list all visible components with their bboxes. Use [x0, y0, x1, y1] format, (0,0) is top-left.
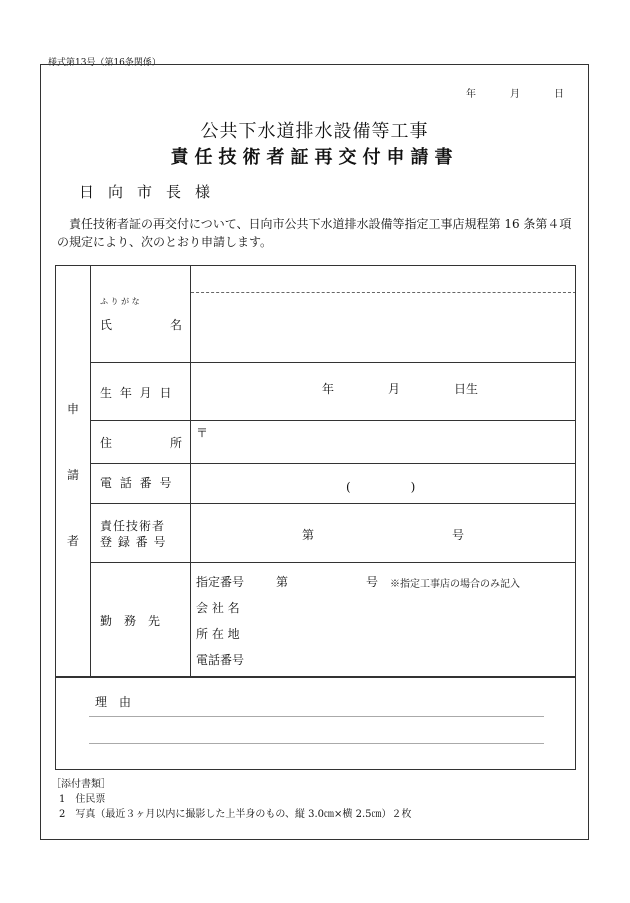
address-field[interactable] [212, 424, 572, 460]
name-label-2: 名 [170, 318, 183, 332]
location-label: 所 在 地 [196, 627, 240, 641]
date-day-label: 日 [554, 89, 564, 100]
engineer-number-prefix: 第 [302, 528, 315, 542]
applicant-char-1: 申 [67, 402, 80, 416]
date-year-label: 年 [466, 89, 476, 100]
applicant-char-2: 請 [67, 468, 80, 482]
designation-note: ※指定工事店の場合のみ記入 [390, 579, 520, 590]
application-table [55, 265, 576, 677]
engineer-label-2: 登 録 番 号 [100, 535, 167, 549]
date-month-label: 月 [510, 89, 520, 100]
title-line-2: 責任技術者証再交付申請書 [170, 147, 459, 168]
intro-text: 責任技術者証の再交付について、日向市公共下水道排水設備等指定工事店規程第 16 条第４項の規定により、次のとおり申請します。 [57, 217, 572, 249]
birth-year-label: 年 [322, 382, 335, 396]
form-number-label: 様式第13号（第16条関係） [48, 58, 161, 68]
birth-day-label: 日生 [454, 382, 479, 396]
name-field[interactable] [192, 296, 574, 358]
address-label-2: 所 [170, 436, 183, 450]
furigana-label: ふ り が な [100, 297, 140, 306]
workplace-label: 勤 務 先 [100, 614, 161, 628]
workplace-phone-label: 電話番号 [196, 653, 245, 667]
date-line [466, 85, 564, 100]
form-frame [40, 64, 589, 840]
designation-label: 指定番号 [196, 575, 245, 589]
furigana-field[interactable] [192, 270, 574, 290]
company-label: 会 社 名 [196, 601, 240, 615]
attachment-item: 1 住民票 [59, 794, 106, 805]
reason-label: 理 由 [95, 695, 132, 709]
applicant-char-3: 者 [67, 534, 80, 548]
name-label-1: 氏 [100, 318, 113, 332]
attachments [51, 777, 412, 822]
title-line-1: 公共下水道排水設備等工事 [200, 121, 429, 142]
designation-prefix: 第 [276, 575, 289, 589]
postal-mark: 〒 [196, 426, 209, 440]
attachment-item: 2 写真（最近３ヶ月以内に撮影した上半身のもの、縦 3.0㎝×横 2.5㎝）２枚 [59, 809, 412, 820]
birth-label: 生 年 月 日 [100, 386, 174, 400]
phone-label: 電 話 番 号 [100, 476, 174, 490]
designation-suffix: 号 [366, 575, 379, 589]
birth-month-label: 月 [388, 382, 401, 396]
engineer-number-suffix: 号 [452, 528, 465, 542]
phone-value: ( ) [346, 480, 416, 494]
addressee: 日向市長様 [79, 183, 225, 201]
reason-field[interactable] [89, 695, 544, 751]
attachments-header: ［添付書類］ [51, 779, 111, 790]
engineer-label [100, 518, 166, 550]
engineer-label-1: 責任技術者 [100, 519, 166, 533]
address-label-1: 住 [100, 436, 113, 450]
